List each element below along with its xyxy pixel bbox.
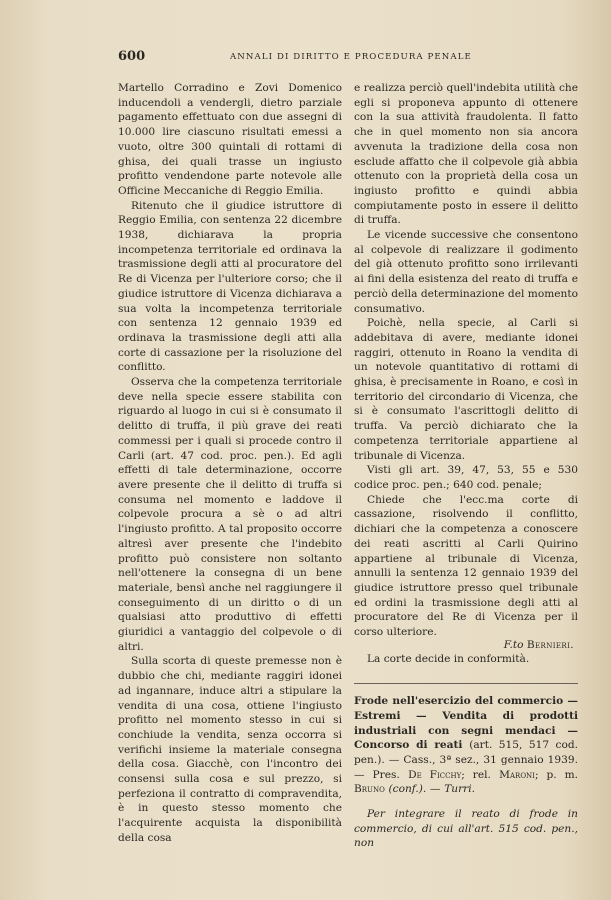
paragraph: Le vicende successive che consentono al colpevole di realizzare il godimento del già ottenuto profitto sono irrilevanti ai fini della esistenza del reato di truffa e perciò della determinazione del momento consumativo. — [354, 229, 578, 315]
left-column — [118, 81, 342, 846]
case-entry-heading — [354, 694, 578, 797]
maxim-text: Per integrare il reato di frode in commercio, di cui all'art. 515 cod. pen., non — [354, 808, 578, 850]
entry-rel-label: ; rel. — [461, 768, 491, 781]
entry-dash: — — [429, 783, 441, 796]
paragraph: e realizza perciò quell'indebita utilità che egli si proponeva appunto di ottenere con la sua attività fraudolenta. Il fatto che in quel momento non sia ancora avvenuta la tradizione della cosa non esclude affatto che il colpevole già abbia ottenuto con la proprietà della cosa un ingiusto profitto e quindi abbia compiutamente posto in essere il delitto di truffa. — [354, 82, 578, 227]
paragraph: Ritenuto che il giudice istruttore di Reggio Emilia, con sentenza 22 dicembre 1938, dichiarava la propria incompetenza territoriale ed ordinava la trasmissione degli atti al procuratore del Re di Vicenza per l'ulteriore corso; che il giudice istruttore di Vicenza dichiarava a sua volta la incompetenza territoriale con sentenza 12 gennaio 1939 ed ordinava la trasmissione degli atti alla corte di cassazione per la risoluzione del conflitto. — [118, 199, 342, 374]
right-column — [354, 81, 578, 851]
page-number: 600 — [118, 49, 146, 64]
journal-title: ANNALI DI DIRITTO E PROCEDURA PENALE — [230, 52, 472, 62]
entry-president: De Ficchy — [408, 768, 462, 781]
paragraph: Sulla scorta di queste premesse non è dubbio che chi, mediante raggiri idonei ad ingannare, induce altri a stipulare la vendita di una cosa, ottiene l'ingiusto profitto nel momento stesso in cui si conchiude la vendita, senza occorra si verifichi insieme la materiale consegna della cosa. Giacchè, con l'incontro dei consensi sulla cosa e sul prezzo, si perfeziona il contratto di compravendita, è in questo stesso momento che l'acquirente acquista la disponibilità della cosa — [118, 655, 342, 844]
entry-pm-label: ; p. m. — [534, 768, 578, 781]
paragraph: Martello Corradino e Zovi Domenico inducendoli a vendergli, dietro parziale pagamento effettuato con due assegni di 10.000 lire ciascuno risultati emessi a vuoto, oltre 300 quintali di rottami di ghisa, dei quali trasse un ingiusto profitto vendendone parte notevole alle Officine Meccaniche di Reggio Emilia. — [118, 82, 342, 197]
paragraph: Poichè, nella specie, al Carli si addebitava di avere, mediante idonei raggiri, ottenuto in Roano la vendita di un notevole quantitativo di rottami di ghisa, è precisamente in Roano, e così in territorio del circondario di Vicenza, che si è consumato l'ascrittogli delitto di truffa. Va perciò dichiarato che la competenza territoriale appartiene al tribunale di Vicenza. — [354, 317, 578, 462]
signature-name: Bernieri. — [526, 638, 574, 651]
entry-title: Frode nell'esercizio del commercio — Estremi — Vendita di prodotti industriali con segni mendaci — Concorso di reati — [354, 695, 578, 752]
section-divider — [354, 683, 578, 684]
entry-prosecutor: Bruno — [354, 783, 385, 796]
paragraph: Osserva che la competenza territoriale deve nella specie essere stabilita con riguardo al luogo in cui si è consumato il delitto di truffa, il più grave dei reati commessi per i quali si procede contro il Carli (art. 47 cod. proc. pen.). Ed agli effetti di tale determinazione, occorre avere presente che il delitto di truffa si consuma nel momento e laddove il colpevole procura a sè o ad altri l'ingiusto profitto. A tal proposito occorre altresì aver presente che l'indebito profitto può consistere non soltanto nell'ottenere la consegna di un bene materiale, bensì anche nel raggiungere il conseguimento di un diritto o di un qualsiasi atto produttivo di effetti giuridici a vantaggio del colpevole o di altri. — [118, 376, 342, 653]
signature — [354, 638, 574, 653]
entry-articles: (art. 515, 517 cod. pen.). — Cass., 3ª sez., 31 gennaio 1939. — Pres. — [354, 739, 578, 781]
entry-party: Turri. — [444, 783, 475, 796]
decision-line: La corte decide in conformità. — [367, 653, 530, 666]
paragraph: Chiede che l'ecc.ma corte di cassazione, risolvendo il conflitto, dichiari che la competenza a conoscere dei reati ascritti al Carli Quirino appartiene al tribunale di Vicenza, annulli la sentenza 12 gennaio 1939 del giudice istruttore presso quel tribunale ed ordini la trasmissione degli atti al procuratore del Re di Vicenza per il corso ulteriore. — [354, 493, 578, 639]
entry-conf: (conf.). — [388, 783, 427, 796]
signature-prefix: F.to — [503, 638, 524, 651]
paragraph: Visti gli art. 39, 47, 53, 55 e 530 codice proc. pen.; 640 cod. penale; — [354, 464, 578, 491]
entry-rapporteur: Maroni — [499, 768, 535, 781]
running-head — [118, 49, 578, 65]
